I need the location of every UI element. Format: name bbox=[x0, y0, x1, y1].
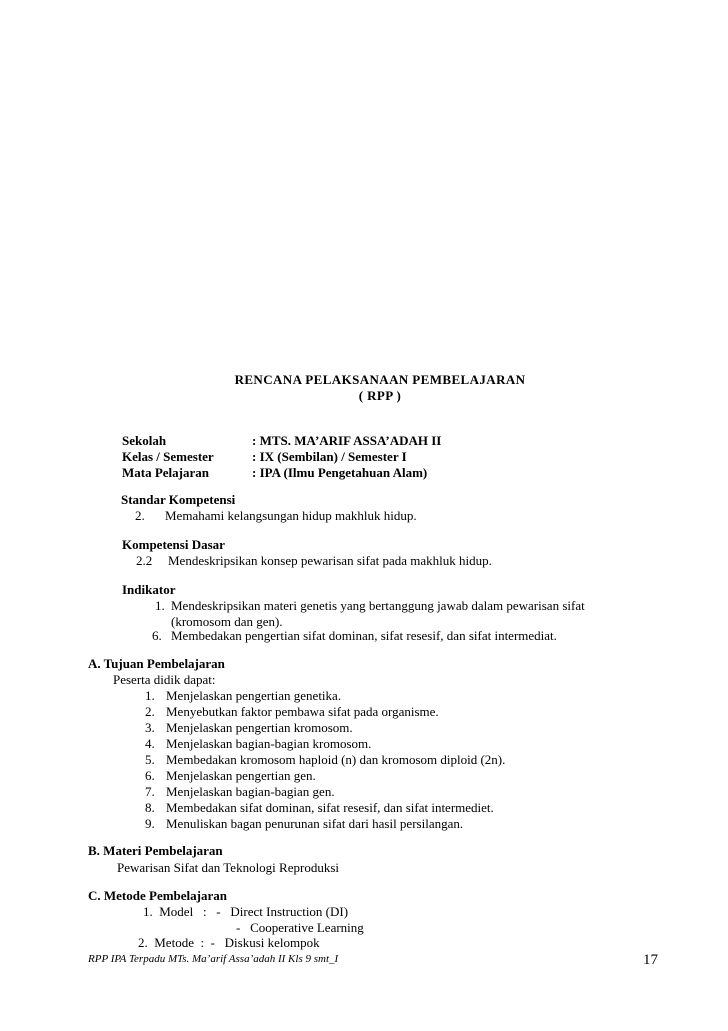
indikator-heading: Indikator bbox=[122, 582, 176, 597]
indikator-item-text-cont: (kromosom dan gen). bbox=[171, 614, 283, 629]
tujuan-item-text: Menjelaskan pengertian gen. bbox=[166, 768, 316, 783]
indikator-item-text: Mendeskripsikan materi genetis yang bertanggung jawab dalam pewarisan sifat bbox=[171, 598, 585, 613]
metode-model-line-cont: - Cooperative Learning bbox=[236, 920, 364, 935]
document-title: RENCANA PELAKSANAAN PEMBELAJARAN bbox=[234, 372, 526, 387]
identity-value-mapel: : IPA (Ilmu Pengetahuan Alam) bbox=[252, 465, 428, 480]
kompetensi-dasar-text: Mendeskripsikan konsep pewarisan sifat pada makhluk hidup. bbox=[168, 553, 492, 568]
standar-kompetensi-text: Memahami kelangsungan hidup makhluk hidup. bbox=[165, 508, 417, 523]
tujuan-item-text: Menjelaskan pengertian genetika. bbox=[166, 688, 342, 703]
tujuan-item-number: 1. bbox=[145, 688, 155, 703]
tujuan-item-number: 3. bbox=[145, 720, 155, 735]
tujuan-item-text: Menyebutkan faktor pembawa sifat pada organisme. bbox=[166, 704, 439, 719]
tujuan-item-text: Menuliskan bagan penurunan sifat dari hasil persilangan. bbox=[166, 816, 464, 831]
materi-text: Pewarisan Sifat dan Teknologi Reproduksi bbox=[117, 860, 339, 875]
tujuan-item-text: Menjelaskan bagian-bagian gen. bbox=[166, 784, 335, 799]
metode-heading: C. Metode Pembelajaran bbox=[88, 888, 227, 903]
identity-label-mapel: Mata Pelajaran bbox=[122, 465, 210, 480]
tujuan-intro: Peserta didik dapat: bbox=[113, 672, 216, 687]
metode-metode-line: 2. Metode : - Diskusi kelompok bbox=[138, 935, 320, 950]
identity-value-sekolah: : MTS. MA’ARIF ASSA’ADAH II bbox=[252, 433, 442, 448]
tujuan-item-text: Menjelaskan pengertian kromosom. bbox=[166, 720, 353, 735]
tujuan-item-number: 5. bbox=[145, 752, 155, 767]
standar-kompetensi-heading: Standar Kompetensi bbox=[121, 492, 236, 507]
document-subtitle: ( RPP ) bbox=[358, 388, 402, 403]
identity-value-kelas: : IX (Sembilan) / Semester I bbox=[252, 449, 407, 464]
tujuan-item-text: Membedakan sifat dominan, sifat resesif, dan sifat intermediet. bbox=[166, 800, 494, 815]
tujuan-item-number: 2. bbox=[145, 704, 155, 719]
tujuan-item-number: 4. bbox=[145, 736, 155, 751]
tujuan-item-text: Membedakan kromosom haploid (n) dan kromosom diploid (2n). bbox=[166, 752, 506, 767]
tujuan-heading: A. Tujuan Pembelajaran bbox=[88, 656, 225, 671]
materi-heading: B. Materi Pembelajaran bbox=[88, 843, 223, 858]
tujuan-item-number: 8. bbox=[145, 800, 155, 815]
kompetensi-dasar-heading: Kompetensi Dasar bbox=[122, 537, 225, 552]
tujuan-item-number: 9. bbox=[145, 816, 155, 831]
page-number: 17 bbox=[643, 952, 658, 968]
kompetensi-dasar-number: 2.2 bbox=[136, 553, 153, 568]
indikator-item-text: Membedakan pengertian sifat dominan, sifat resesif, dan sifat intermediat. bbox=[171, 628, 557, 643]
indikator-item-number: 6. bbox=[152, 628, 162, 643]
standar-kompetensi-number: 2. bbox=[135, 508, 145, 523]
tujuan-item-text: Menjelaskan bagian-bagian kromosom. bbox=[166, 736, 372, 751]
identity-label-kelas: Kelas / Semester bbox=[122, 449, 214, 464]
page-footer-text: RPP IPA Terpadu MTs. Ma’arif Assa’adah II Kls 9 smt_I bbox=[88, 953, 339, 965]
identity-label-sekolah: Sekolah bbox=[122, 433, 167, 448]
metode-model-line: 1. Model : - Direct Instruction (DI) bbox=[143, 904, 349, 919]
tujuan-item-number: 6. bbox=[145, 768, 155, 783]
indikator-item-number: 1. bbox=[155, 598, 165, 613]
tujuan-item-number: 7. bbox=[145, 784, 155, 799]
